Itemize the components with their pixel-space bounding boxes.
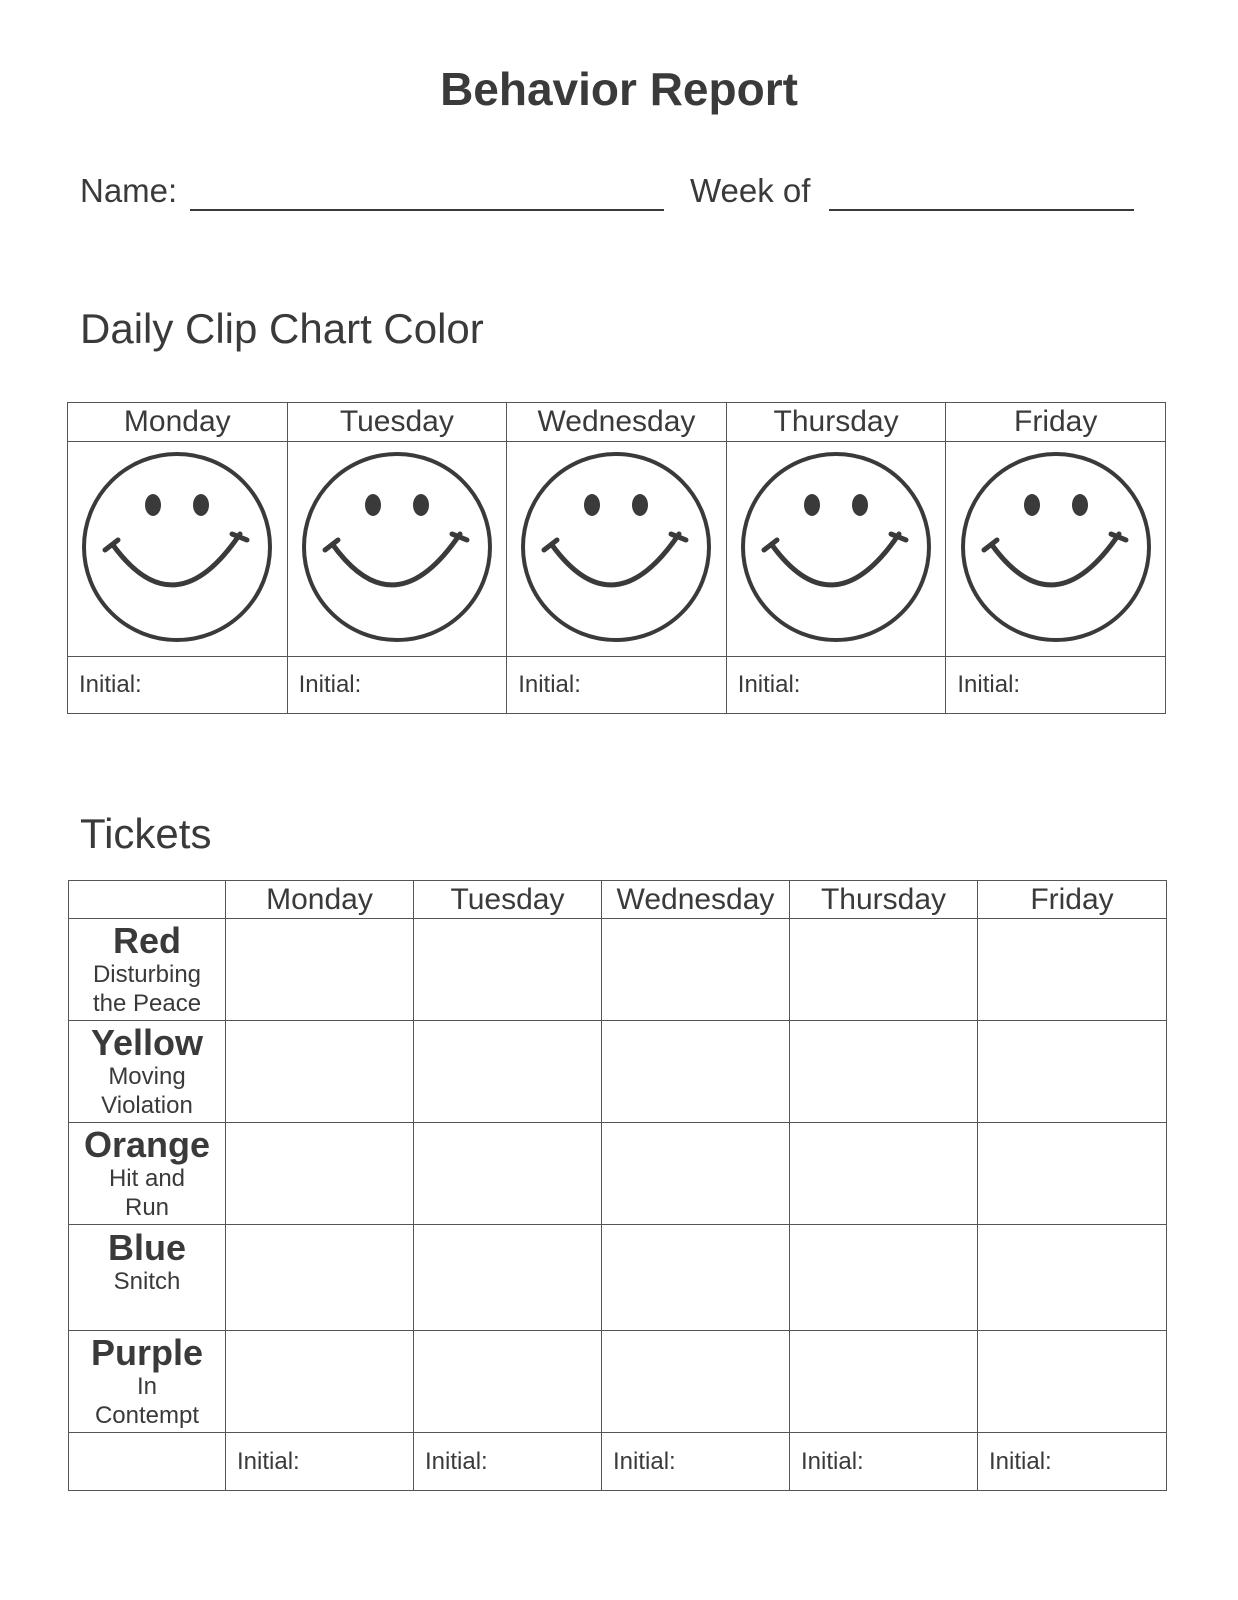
ticket-cell[interactable]	[414, 1225, 602, 1331]
clip-chart-table	[67, 402, 1166, 714]
tickets-corner-cell	[69, 881, 226, 919]
ticket-cell[interactable]	[414, 1021, 602, 1123]
ticket-initial-cell[interactable]: Initial:	[226, 1433, 414, 1491]
ticket-color-desc: Run	[124, 1193, 170, 1221]
ticket-cell[interactable]	[226, 919, 414, 1021]
page-title: Behavior Report	[440, 63, 798, 115]
ticket-day-header: Friday	[978, 881, 1167, 919]
clip-chart-heading: Daily Clip Chart Color	[80, 305, 484, 352]
name-field-line[interactable]	[190, 209, 664, 211]
ticket-color-desc: Disturbing	[92, 960, 202, 988]
ticket-color-desc: In	[136, 1372, 157, 1400]
ticket-cell[interactable]	[414, 1331, 602, 1433]
ticket-cell[interactable]	[602, 1123, 790, 1225]
ticket-color-name: Orange	[83, 1123, 211, 1165]
ticket-cell[interactable]	[978, 919, 1167, 1021]
tickets-table	[68, 880, 1167, 1491]
smiley-face-icon	[300, 450, 494, 644]
clip-initial-cell[interactable]: Initial:	[287, 657, 507, 714]
ticket-color-desc: Hit and	[108, 1164, 186, 1192]
ticket-cell[interactable]	[226, 1123, 414, 1225]
ticket-initial-cell[interactable]: Initial:	[602, 1433, 790, 1491]
ticket-row-label-purple	[69, 1331, 226, 1433]
week-field-line[interactable]	[829, 209, 1134, 211]
ticket-cell[interactable]	[226, 1021, 414, 1123]
ticket-cell[interactable]	[226, 1331, 414, 1433]
ticket-cell[interactable]	[414, 1123, 602, 1225]
ticket-cell[interactable]	[790, 1123, 978, 1225]
name-label: Name:	[80, 172, 178, 209]
ticket-color-desc: Moving	[108, 1062, 186, 1090]
clip-face-cell[interactable]	[946, 442, 1166, 657]
ticket-initial-cell[interactable]: Initial:	[414, 1433, 602, 1491]
ticket-cell[interactable]	[602, 1331, 790, 1433]
ticket-day-header: Monday	[226, 881, 414, 919]
tickets-heading: Tickets	[80, 810, 212, 857]
ticket-initial-cell[interactable]: Initial:	[790, 1433, 978, 1491]
ticket-cell[interactable]	[790, 1225, 978, 1331]
ticket-cell[interactable]	[978, 1225, 1167, 1331]
clip-initial-cell[interactable]: Initial:	[68, 657, 288, 714]
ticket-day-header: Thursday	[790, 881, 978, 919]
ticket-cell[interactable]	[978, 1123, 1167, 1225]
ticket-color-desc: the Peace	[92, 989, 202, 1017]
smiley-face-icon	[739, 450, 933, 644]
week-label: Week of	[690, 172, 811, 209]
ticket-initial-cell[interactable]: Initial:	[978, 1433, 1167, 1491]
ticket-cell[interactable]	[226, 1225, 414, 1331]
ticket-cell[interactable]	[602, 1021, 790, 1123]
clip-initial-cell[interactable]: Initial:	[726, 657, 946, 714]
ticket-cell[interactable]	[602, 1225, 790, 1331]
smiley-face-icon	[959, 450, 1153, 644]
ticket-day-header: Tuesday	[414, 881, 602, 919]
clip-initial-cell[interactable]: Initial:	[946, 657, 1166, 714]
ticket-cell[interactable]	[414, 919, 602, 1021]
clip-face-cell[interactable]	[68, 442, 288, 657]
ticket-row-label-orange	[69, 1123, 226, 1225]
clip-day-header: Tuesday	[287, 403, 507, 442]
ticket-row-label-red	[69, 919, 226, 1021]
ticket-color-desc: Snitch	[113, 1268, 181, 1295]
ticket-cell[interactable]	[790, 1331, 978, 1433]
clip-face-cell[interactable]	[507, 442, 727, 657]
ticket-color-name: Yellow	[90, 1021, 204, 1063]
ticket-initial-empty-cell	[69, 1433, 226, 1491]
ticket-color-desc: Violation	[101, 1091, 193, 1119]
smiley-face-icon	[519, 450, 713, 644]
ticket-cell[interactable]	[790, 1021, 978, 1123]
clip-day-header: Thursday	[726, 403, 946, 442]
ticket-row-label-blue	[69, 1225, 226, 1331]
ticket-row-label-yellow	[69, 1021, 226, 1123]
clip-face-cell[interactable]	[287, 442, 507, 657]
ticket-cell[interactable]	[790, 919, 978, 1021]
clip-day-header: Friday	[946, 403, 1166, 442]
clip-face-cell[interactable]	[726, 442, 946, 657]
ticket-color-name: Red	[112, 919, 181, 961]
clip-day-header: Monday	[68, 403, 288, 442]
ticket-color-desc: Contempt	[94, 1401, 200, 1429]
clip-day-header: Wednesday	[507, 403, 727, 442]
smiley-face-icon	[80, 450, 274, 644]
ticket-cell[interactable]	[978, 1331, 1167, 1433]
ticket-day-header: Wednesday	[602, 881, 790, 919]
ticket-color-name: Blue	[107, 1227, 186, 1268]
ticket-cell[interactable]	[978, 1021, 1167, 1123]
ticket-cell[interactable]	[602, 919, 790, 1021]
ticket-color-name: Purple	[90, 1331, 204, 1373]
clip-initial-cell[interactable]: Initial:	[507, 657, 727, 714]
